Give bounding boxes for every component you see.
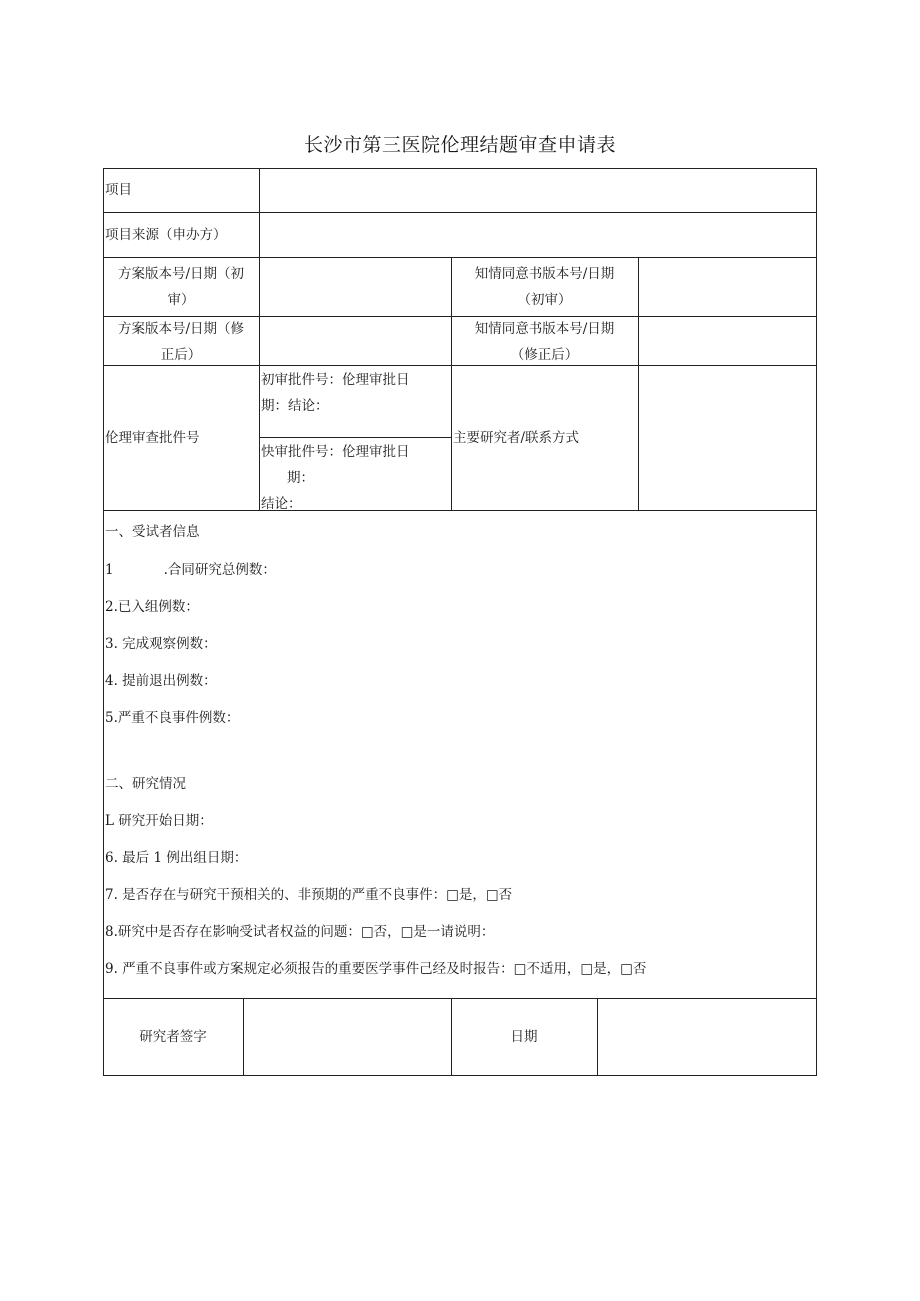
signature-field[interactable] bbox=[244, 999, 451, 1075]
project-source-label: 项目来源（申办方） bbox=[105, 227, 227, 243]
consent-version-initial-label: 知情同意书版本号/日期 （初审） bbox=[474, 266, 615, 308]
protocol-version-initial-label: 方案版本号/日期（初 审） bbox=[117, 266, 245, 308]
pi-contact-label: 主要研究者/联系方式 bbox=[453, 430, 580, 446]
sae-reported-question[interactable]: 9. 严重不良事件或方案规定必须报告的重要医学事件己经及时报告：□不适用，□是，□否 bbox=[105, 961, 647, 977]
divider bbox=[259, 437, 451, 438]
last-exit-date[interactable]: 6. 最后 1 例出组日期： bbox=[105, 850, 248, 866]
ethics-approval-label: 伦理审查批件号 bbox=[105, 430, 200, 446]
sae-cases[interactable]: 5.严重不良事件例数： bbox=[105, 710, 240, 726]
page-title: 长沙市第三医院伦理结题审查申请表 bbox=[303, 134, 616, 156]
protocol-version-initial-field[interactable] bbox=[260, 258, 451, 316]
project-field[interactable] bbox=[260, 169, 816, 212]
consent-version-initial-field[interactable] bbox=[639, 258, 816, 316]
section2-heading: 二、研究情况 bbox=[105, 776, 186, 792]
protocol-version-revised-label: 方案版本号/日期（修 正后） bbox=[117, 321, 245, 363]
project-source-field[interactable] bbox=[260, 213, 816, 257]
study-start-date[interactable]: L 研究开始日期： bbox=[105, 813, 213, 829]
divider bbox=[103, 510, 817, 511]
signature-label: 研究者签字 bbox=[139, 1029, 207, 1045]
initial-approval-block[interactable]: 初审批件号：伦理审批日 期：结论： bbox=[261, 372, 410, 414]
completed-cases[interactable]: 3. 完成观察例数： bbox=[105, 636, 217, 652]
protocol-version-revised-field[interactable] bbox=[260, 317, 451, 365]
section1-heading: 一、受试者信息 bbox=[105, 524, 200, 540]
contract-total-cases[interactable]: 1 .合同研究总例数： bbox=[105, 562, 276, 578]
withdrawn-cases[interactable]: 4. 提前退出例数： bbox=[105, 673, 217, 689]
enrolled-cases[interactable]: 2.已入组例数： bbox=[105, 599, 199, 615]
project-label: 项目 bbox=[105, 182, 132, 198]
unexpected-sae-question[interactable]: 7. 是否存在与研究干预相关的、非预期的严重不良事件：□是，□否 bbox=[105, 887, 513, 903]
date-field[interactable] bbox=[598, 999, 816, 1075]
consent-version-revised-field[interactable] bbox=[639, 317, 816, 365]
date-label: 日期 bbox=[510, 1029, 538, 1045]
fast-approval-block[interactable]: 快审批件号：伦理审批日 期： 结论： bbox=[261, 444, 410, 512]
consent-version-revised-label: 知情同意书版本号/日期 （修正后） bbox=[474, 321, 615, 363]
pi-contact-field[interactable] bbox=[639, 366, 816, 510]
rights-issue-question[interactable]: 8.研究中是否存在影响受试者权益的问题：□否，□是一请说明： bbox=[105, 924, 495, 940]
